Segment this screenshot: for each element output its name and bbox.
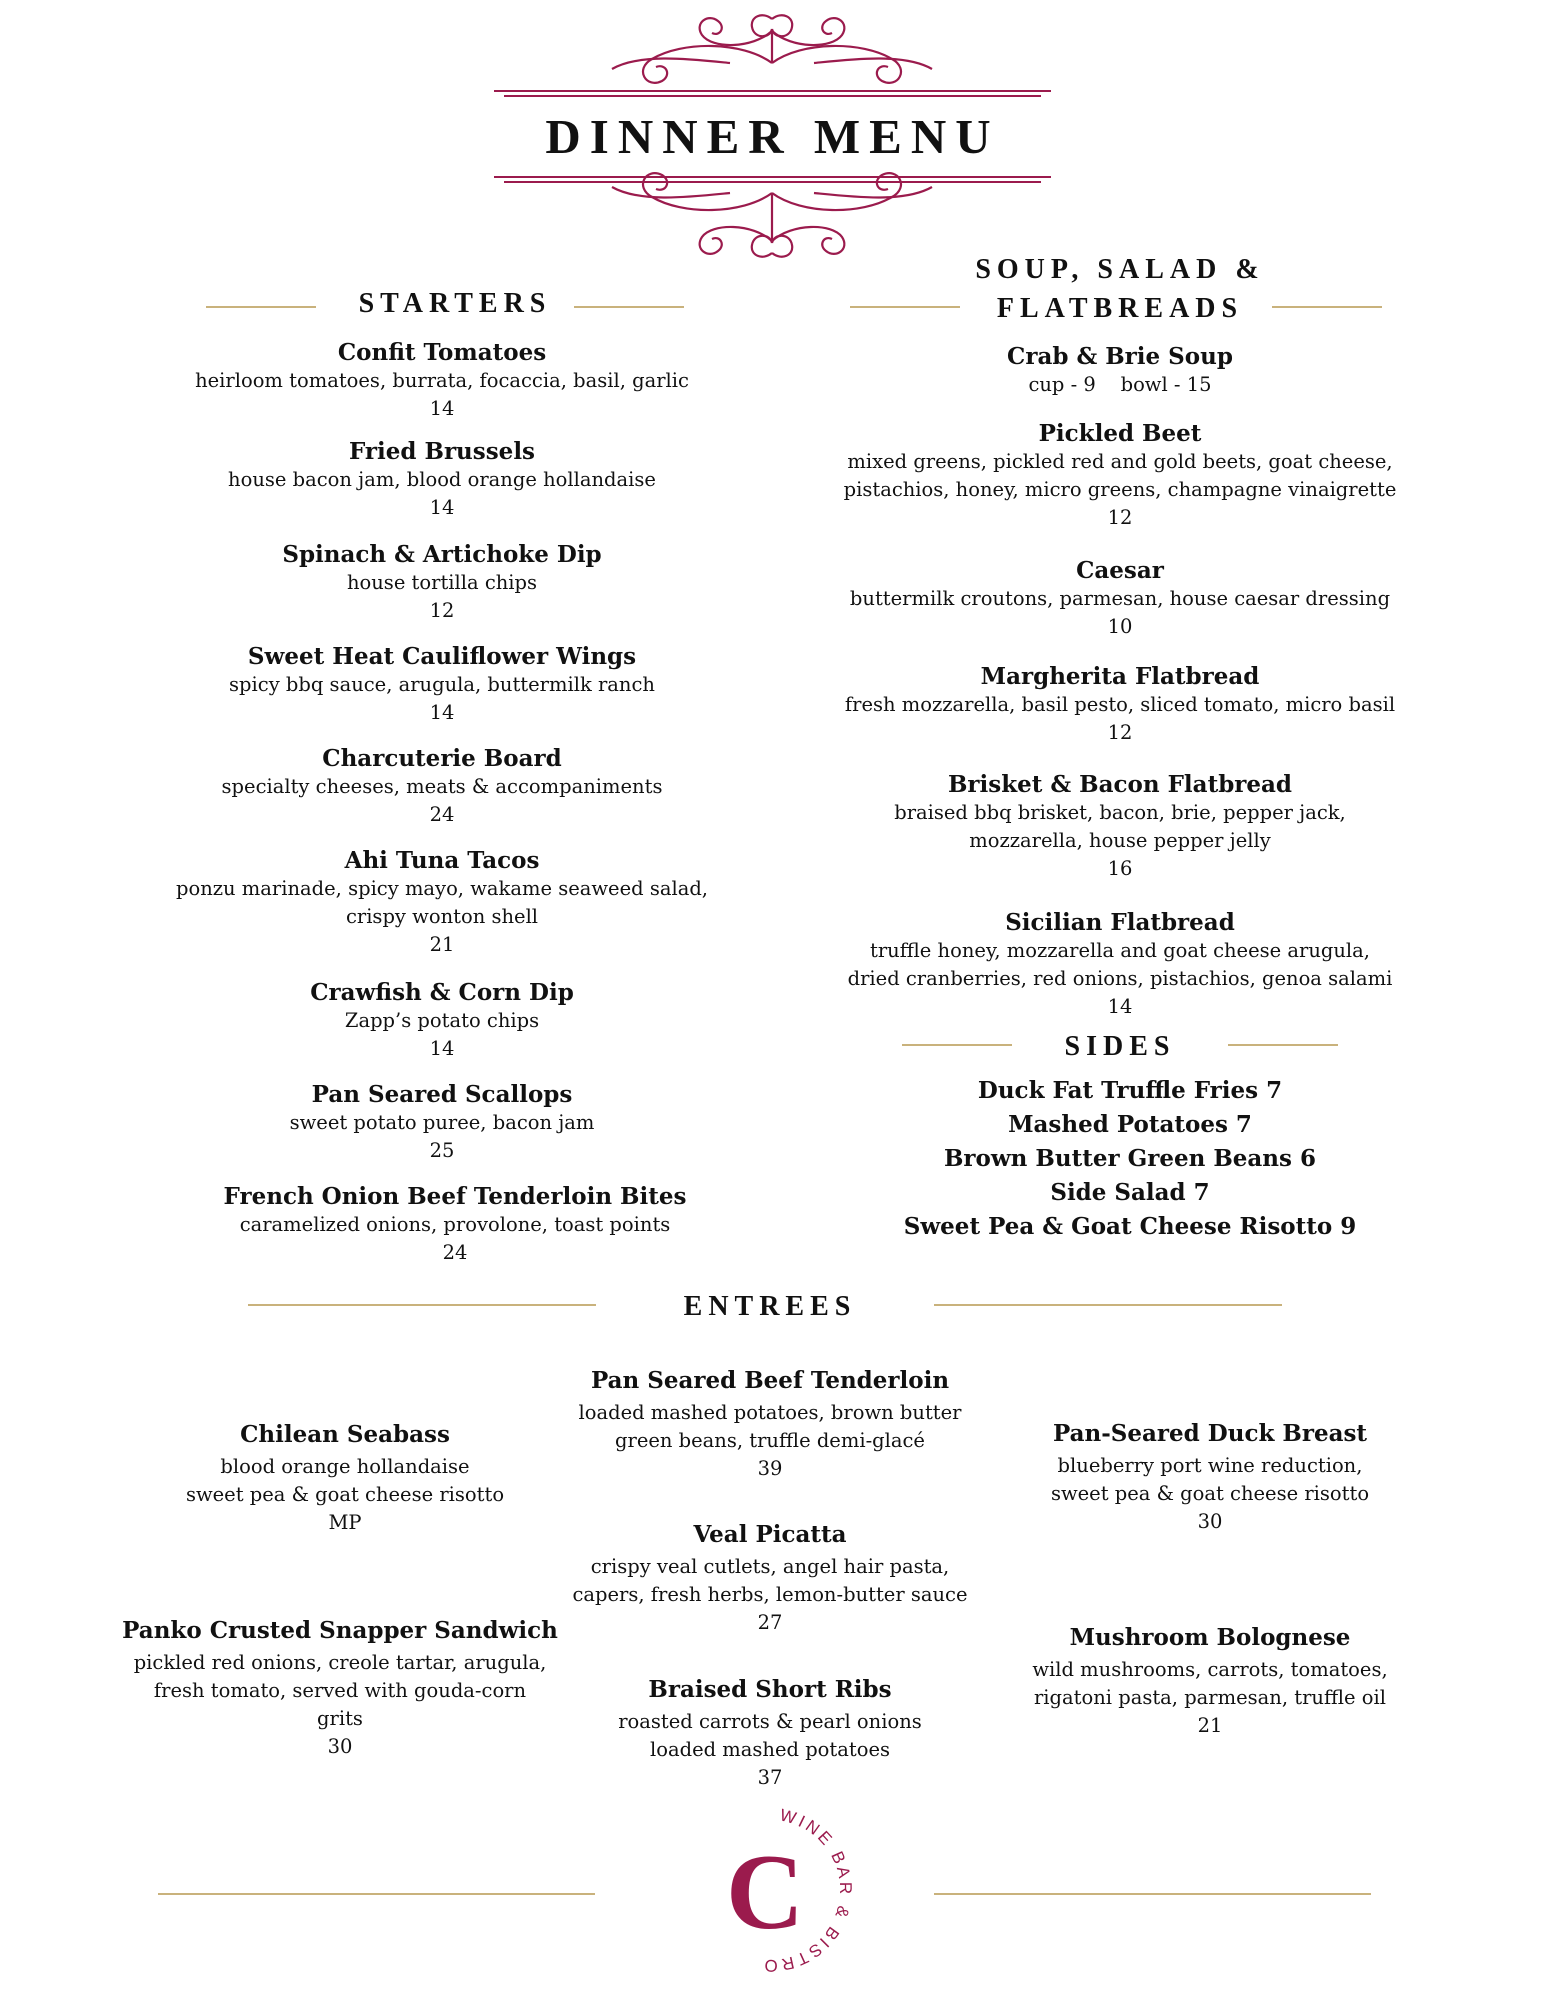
soup-salad-item — [830, 770, 1410, 883]
item-description: heirloom tomatoes, burrata, focaccia, basil, garlic — [195, 369, 689, 392]
soup-salad-heading-line1: SOUP, SALAD & — [975, 254, 1265, 285]
item-name: Braised Short Ribs — [648, 1676, 892, 1703]
item-description: spicy bbq sauce, arugula, buttermilk ranch — [229, 673, 655, 696]
item-name: Charcuterie Board — [322, 745, 562, 772]
entree-item — [980, 1623, 1440, 1740]
item-description: crispy veal cutlets, angel hair pasta, — [590, 1555, 950, 1578]
item-price: 30 — [327, 1735, 353, 1758]
item-name: Veal Picatta — [693, 1521, 847, 1548]
item-price: 12 — [1107, 506, 1133, 529]
starter-item — [157, 437, 727, 522]
footer-rule-right — [934, 1893, 1371, 1895]
item-price: 39 — [757, 1457, 783, 1480]
side-item: Side Salad 7 — [1050, 1179, 1210, 1206]
side-item: Sweet Pea & Goat Cheese Risotto 9 — [903, 1213, 1357, 1240]
item-name: Pan Seared Scallops — [311, 1081, 573, 1108]
item-name: Confit Tomatoes — [337, 339, 547, 366]
bistro-logo — [680, 1800, 860, 1980]
starters-heading: STARTERS — [358, 288, 552, 319]
item-description: Zapp’s potato chips — [344, 1009, 540, 1032]
item-description: mozzarella, house pepper jelly — [969, 829, 1271, 852]
item-description: capers, fresh herbs, lemon-butter sauce — [572, 1583, 968, 1606]
logo-ring-text: WINE BAR & BISTRO — [761, 1805, 856, 1976]
item-price: 10 — [1107, 615, 1133, 638]
item-description: sweet pea & goat cheese risotto — [1050, 1482, 1370, 1505]
item-description: dried cranberries, red onions, pistachios, genoa salami — [847, 967, 1393, 990]
item-name: French Onion Beef Tenderloin Bites — [223, 1183, 687, 1210]
entrees-rule-right — [934, 1304, 1282, 1306]
item-price: MP — [328, 1511, 362, 1534]
entree-item — [540, 1366, 1000, 1483]
item-price: 14 — [429, 397, 455, 420]
item-description: cup - 9 bowl - 15 — [1028, 373, 1212, 396]
soup-salad-item — [830, 556, 1410, 641]
item-description: crispy wonton shell — [345, 905, 539, 928]
item-name: Pickled Beet — [1038, 420, 1202, 447]
soup-salad-item — [830, 342, 1410, 399]
soup-salad-heading-line2: FLATBREADS — [996, 293, 1244, 324]
starter-item — [157, 338, 727, 423]
item-price: 12 — [429, 599, 455, 622]
item-name: Sweet Heat Cauliflower Wings — [247, 643, 637, 670]
item-price: 27 — [757, 1611, 783, 1634]
starter-item — [157, 642, 727, 727]
sides-rule-right — [1228, 1044, 1338, 1046]
item-name: Brisket & Bacon Flatbread — [947, 771, 1293, 798]
item-name: Ahi Tuna Tacos — [344, 847, 540, 874]
item-description: ponzu marinade, spicy mayo, wakame seaweed salad, — [175, 877, 708, 900]
entree-item — [540, 1675, 1000, 1792]
item-price: 14 — [429, 701, 455, 724]
item-name: Crawfish & Corn Dip — [310, 979, 574, 1006]
soup-salad-heading — [950, 250, 1290, 328]
item-price: 30 — [1197, 1510, 1223, 1533]
item-price: 37 — [757, 1766, 783, 1789]
item-name: Mushroom Bolognese — [1069, 1624, 1351, 1651]
item-name: Spinach & Artichoke Dip — [282, 541, 602, 568]
item-description: sweet pea & goat cheese risotto — [185, 1483, 505, 1506]
starter-item — [157, 846, 727, 959]
entrees-rule-left — [248, 1304, 596, 1306]
item-price: 24 — [442, 1241, 468, 1264]
item-description: blueberry port wine reduction, — [1057, 1454, 1363, 1477]
item-price: 21 — [429, 933, 455, 956]
entree-item — [540, 1520, 1000, 1637]
item-price: 24 — [429, 803, 455, 826]
item-name: Sicilian Flatbread — [1005, 909, 1235, 936]
logo-letter: C — [726, 1833, 804, 1952]
entree-item — [110, 1420, 580, 1537]
item-description: sweet potato puree, bacon jam — [289, 1111, 595, 1134]
side-item: Brown Butter Green Beans 6 — [943, 1145, 1316, 1172]
item-description: wild mushrooms, carrots, tomatoes, — [1032, 1658, 1388, 1681]
soup-salad-item — [830, 419, 1410, 532]
starter-item — [170, 1182, 740, 1267]
starter-item — [157, 744, 727, 829]
item-name: Chilean Seabass — [240, 1421, 450, 1448]
entree-item — [980, 1419, 1440, 1536]
item-description: house bacon jam, blood orange hollandaise — [228, 468, 656, 491]
item-description: rigatoni pasta, parmesan, truffle oil — [1033, 1686, 1387, 1709]
item-description: green beans, truffle demi-glacé — [615, 1429, 925, 1452]
item-description: loaded mashed potatoes — [649, 1738, 891, 1761]
starters-rule-right — [574, 306, 684, 308]
page-title: DINNER MENU — [545, 109, 1000, 164]
starter-item — [157, 1080, 727, 1165]
item-price: 21 — [1197, 1714, 1223, 1737]
sides-rule-left — [902, 1044, 1012, 1046]
item-description: house tortilla chips — [346, 571, 538, 594]
soup-salad-item — [830, 908, 1410, 1021]
item-description: mixed greens, pickled red and gold beets, goat cheese, — [847, 450, 1393, 473]
soup-rule-right — [1272, 306, 1382, 308]
item-name: Pan-Seared Duck Breast — [1052, 1420, 1368, 1447]
item-price: 25 — [429, 1139, 455, 1162]
soup-salad-item — [830, 662, 1410, 747]
item-name: Pan Seared Beef Tenderloin — [590, 1367, 950, 1394]
sides-heading: SIDES — [1064, 1031, 1176, 1062]
starters-rule-left — [206, 306, 316, 308]
item-price: 16 — [1107, 857, 1133, 880]
item-description: loaded mashed potatoes, brown butter — [578, 1401, 962, 1424]
item-description: blood orange hollandaise — [220, 1455, 470, 1478]
item-price: 14 — [429, 1037, 455, 1060]
item-description: pistachios, honey, micro greens, champagne vinaigrette — [843, 478, 1397, 501]
item-description: roasted carrots & pearl onions — [618, 1710, 922, 1733]
side-item: Duck Fat Truffle Fries 7 — [977, 1077, 1283, 1104]
item-description: pickled red onions, creole tartar, arugula, — [133, 1651, 547, 1674]
item-description: braised bbq brisket, bacon, brie, pepper jack, — [894, 801, 1346, 824]
item-price: 12 — [1107, 721, 1133, 744]
item-description: grits — [317, 1707, 363, 1730]
soup-rule-left — [850, 306, 960, 308]
starter-item — [157, 540, 727, 625]
item-name: Panko Crusted Snapper Sandwich — [122, 1617, 558, 1644]
item-name: Crab & Brie Soup — [1007, 343, 1233, 370]
item-description: fresh mozzarella, basil pesto, sliced tomato, micro basil — [844, 693, 1396, 716]
item-name: Caesar — [1076, 557, 1164, 584]
item-description: buttermilk croutons, parmesan, house caesar dressing — [849, 587, 1391, 610]
starter-item — [157, 978, 727, 1063]
item-description: caramelized onions, provolone, toast points — [239, 1213, 671, 1236]
item-description: fresh tomato, served with gouda-corn — [153, 1679, 527, 1702]
item-price: 14 — [429, 496, 455, 519]
item-name: Fried Brussels — [349, 438, 535, 465]
sides-list — [890, 1074, 1370, 1244]
item-price: 14 — [1107, 995, 1133, 1018]
footer-rule-left — [158, 1893, 595, 1895]
item-description: truffle honey, mozzarella and goat cheese arugula, — [870, 939, 1370, 962]
item-name: Margherita Flatbread — [980, 663, 1260, 690]
entree-item — [110, 1616, 570, 1761]
side-item: Mashed Potatoes 7 — [1008, 1111, 1252, 1138]
entrees-heading: ENTREES — [683, 1291, 857, 1322]
item-description: specialty cheeses, meats & accompaniments — [221, 775, 663, 798]
